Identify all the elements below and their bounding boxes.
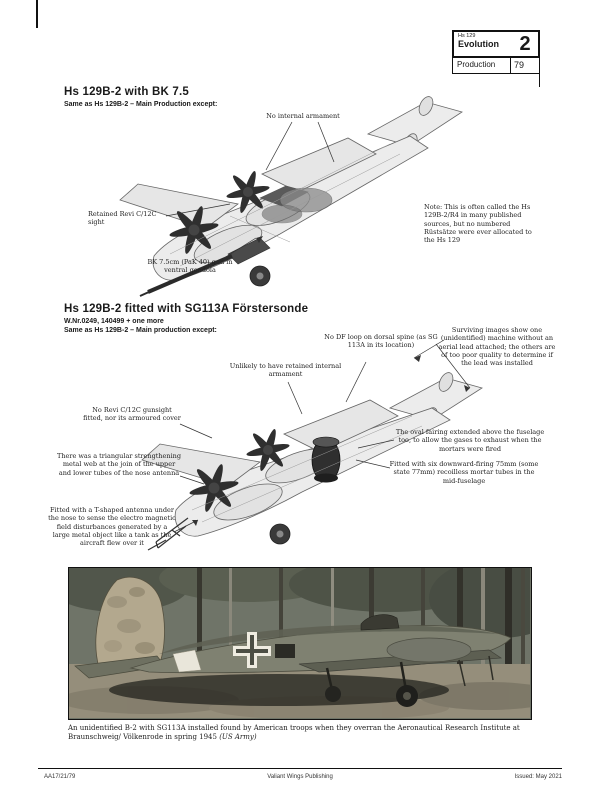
annotation-internal-armament: Unlikely to have retained internal armament [229,362,342,379]
section2-wnr: W.Nr.0249, 140499 + one more [64,318,164,325]
section1-subtitle: Same as Hs 129B-2 – Main Production except: [64,101,218,108]
annotation-mortar-tubes: Fitted with six downward-firing 75mm (some state 77mm) recoilless mortar tubes in the mid-fuselage [389,460,539,485]
header-subsection: Production [457,60,496,69]
annotation-bk75-gun: BK 7.5cm (PaK 40) gun in ventral gondola [147,258,233,275]
footer-issued: Issued: May 2021 [514,774,562,780]
header-page-number: 79 [510,58,539,73]
footer-rule [38,768,562,769]
annotation-no-revi: No Revi C/12C gunsight fitted, nor its armoured cover [83,406,181,423]
annotation-revi-sight: Retained Revi C/12C sight [88,210,157,227]
footer-ref: AA17/21/79 [44,774,76,780]
annotation-note-r4: Note: This is often called the Hs 129B-2/R4 in many published sources, but no numbered Rüstsätze were ever allocated to the Hs 129 [424,203,532,245]
photo-caption-text: An unidentified B-2 with SG113A installed found by American troops when they overran the Aeronautical Research Institute at Braunschweig/ Völkenrode in spring 1945 [68,724,520,742]
trim-mark [36,0,38,28]
annotation-t-antenna: Fitted with a T-shaped antenna under the nose to sense the electro magnetic field disturbances generated by a large metal object like a tank as the aircraft flew over it [48,506,176,548]
annotation-strengthening-web: There was a triangular strengthening metal web at the join of the upper and lower tubes of the nose antenna [56,452,181,477]
header-chapter-number: 2 [519,33,531,55]
section2-title: Hs 129B-2 fitted with SG113A Förstersonde [64,303,309,315]
section2-subtitle: Same as Hs 129B-2 – Main production except: [64,327,217,334]
photo-credit: (US Army) [219,733,257,742]
header-chapter-row [452,30,540,58]
annotation-no-internal-armament: No internal armament [266,112,340,120]
header-section: Evolution [458,39,499,49]
annotation-no-df-loop: No DF loop on dorsal spine (as SG 113A in its location) [324,333,438,350]
photo-caption [68,724,538,742]
photograph-hs129-forest [68,567,532,720]
header-series: Hs 129 [458,33,476,39]
section1-title: Hs 129B-2 with BK 7.5 [64,86,189,98]
footer-publisher: Valiant Wings Publishing [267,774,333,780]
header-subsection-row [452,58,540,74]
annotation-surviving-images: Surviving images show one (unidentified) machine without an aerial lead attached; the others are of too poor quality to determine if the lead was installed [438,326,556,368]
page-header-box [452,30,540,74]
annotation-oval-fairing: The oval fairing extended above the fuselage too, to allow the gases to exhaust when the mortars were fired [395,428,545,453]
header-rule [539,72,540,87]
